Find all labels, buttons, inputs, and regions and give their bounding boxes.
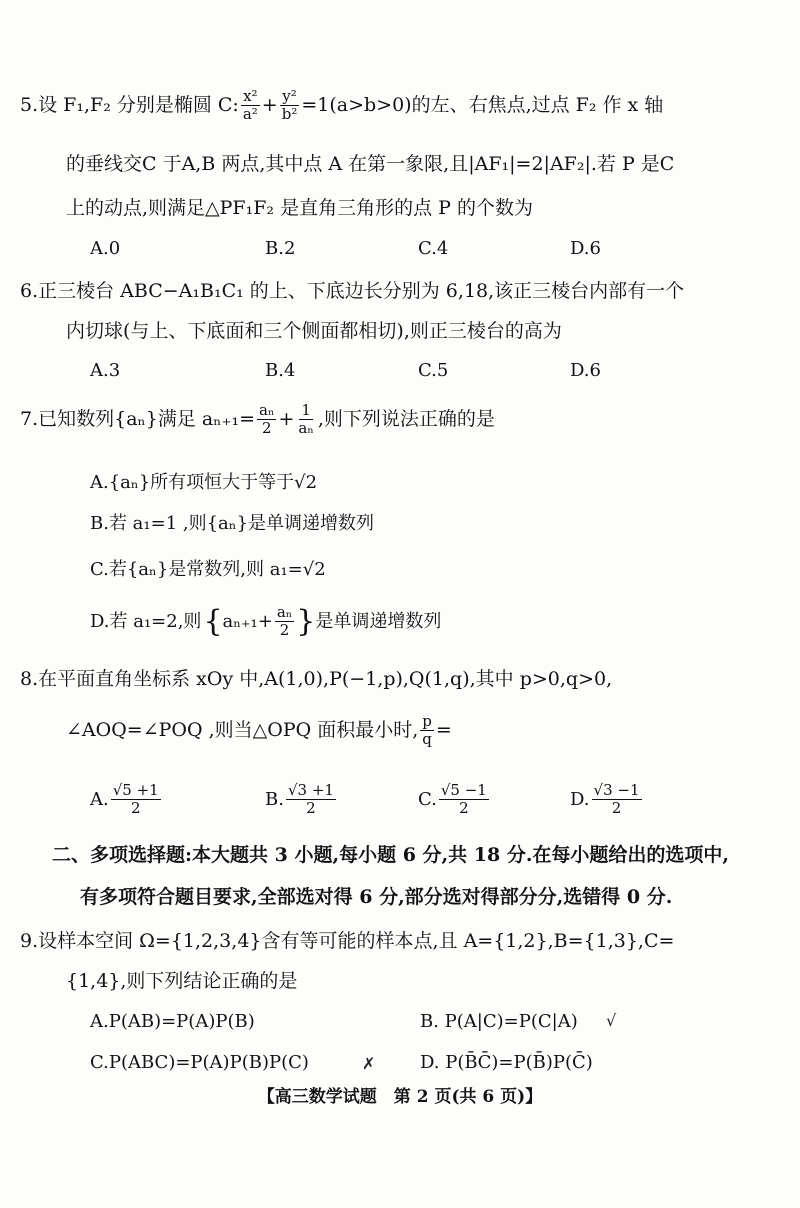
- q5-line1: 5.设 F₁,F₂ 分别是椭圆 C: $\frac{\text{x²}}{\text{a²}}$ + $\frac{\text{y²}}{\text{b²}}$ =1(a>b>0)的左、右焦点,过点 F₂ 作 x 轴: [20, 87, 664, 124]
- q5-option-c: C.4: [418, 238, 449, 259]
- q8-option-c: C. $\frac{√5 -1}{2}$: [418, 781, 487, 818]
- q7-fraction-d: $\frac{\text{aₙ}}{2}$: [276, 603, 293, 640]
- section-instructions: 有多项符合题目要求,全部选对得 6 分,部分选对得部分分,选错得 0 分.: [80, 886, 673, 908]
- check-mark-icon: √: [606, 1011, 617, 1030]
- q5-line3: 上的动点,则满足△PF₁F₂ 是直角三角形的点 P 的个数为: [66, 197, 533, 219]
- section-heading: 二、多项选择题:本大题共 3 小题,每小题 6 分,共 18 分.在每小题给出的选项中,: [52, 844, 730, 866]
- q6-option-d: D.6: [570, 360, 601, 381]
- q9-option-a: A.P(AB)=P(A)P(B): [90, 1011, 255, 1032]
- q6-option-a: A.3: [90, 360, 121, 381]
- q7-line1: 7.已知数列{aₙ}满足 aₙ₊₁= $\frac{\text{aₙ}}{2}$ + $\frac{1}{\text{aₙ}}$ ,则下列说法正确的是: [20, 401, 495, 438]
- q8-fraction-p-over-q: $\frac{p}{q}$: [422, 712, 432, 749]
- page-footer: 【高三数学试题 第 2 页(共 6 页)】: [257, 1087, 543, 1107]
- q8-line1: 8.在平面直角坐标系 xOy 中,A(1,0),P(−1,p),Q(1,q),其中 p>0,q>0,: [20, 668, 613, 690]
- q7-text-b: ,则下列说法正确的是: [317, 408, 495, 431]
- q6-option-b: B.4: [265, 360, 296, 381]
- q5-option-b: B.2: [265, 238, 296, 259]
- q9-option-d: D. P(B̄C̄)=P(B̄)P(C̄): [420, 1052, 593, 1073]
- q9-line2: {1,4},则下列结论正确的是: [66, 970, 298, 992]
- q7-option-b: B.若 a₁=1 ,则{aₙ}是单调递增数列: [90, 513, 375, 534]
- q9-option-b: B. P(A|C)=P(C|A): [420, 1011, 578, 1032]
- q8-option-a: A. $\frac{√5 +1}{2}$: [90, 781, 159, 818]
- right-brace: }: [296, 603, 316, 639]
- q7-fraction-1-over-an: $\frac{1}{\text{aₙ}}$: [298, 401, 314, 438]
- q8-option-d: D. $\frac{√3 -1}{2}$: [570, 781, 640, 818]
- q5-text-b: =1(a>b>0)的左、右焦点,过点 F₂ 作 x 轴: [301, 94, 664, 117]
- q8-option-b: B. $\frac{√3 +1}{2}$: [265, 781, 334, 818]
- q7-option-c: C.若{aₙ}是常数列,则 a₁=√2: [90, 559, 326, 580]
- q6-line2: 内切球(与上、下底面和三个侧面都相切),则正三棱台的高为: [66, 320, 562, 342]
- q5-option-d: D.6: [570, 238, 601, 259]
- q7-option-a: A.{aₙ}所有项恒大于等于√2: [90, 472, 318, 493]
- q5-fraction-x: $\frac{\text{x²}}{\text{a²}}$: [242, 87, 258, 124]
- q6-line1: 6.正三棱台 ABC−A₁B₁C₁ 的上、下底边长分别为 6,18,该正三棱台内部有一个: [20, 280, 685, 302]
- q5-text-a: 5.设 F₁,F₂ 分别是椭圆 C:: [20, 94, 239, 117]
- q5-fraction-y: $\frac{\text{y²}}{\text{b²}}$: [281, 87, 298, 124]
- q5-line2: 的垂线交C 于A,B 两点,其中点 A 在第一象限,且|AF₁|=2|AF₂|.若 P 是C: [66, 153, 675, 175]
- q5-option-a: A.0: [90, 238, 121, 259]
- left-brace: {: [203, 603, 223, 639]
- q9-option-c: C.P(ABC)=P(A)P(B)P(C): [90, 1052, 309, 1073]
- q7-text-a: 7.已知数列{aₙ}满足 aₙ₊₁=: [20, 408, 256, 431]
- q9-line1: 9.设样本空间 Ω={1,2,3,4}含有等可能的样本点,且 A={1,2},B={1,3},C=: [20, 930, 675, 952]
- q6-option-c: C.5: [418, 360, 449, 381]
- q7-fraction-an-over-2: $\frac{\text{aₙ}}{2}$: [259, 401, 275, 438]
- q8-line2: ∠AOQ=∠POQ ,则当△OPQ 面积最小时, $\frac{p}{q}$ =: [66, 712, 452, 749]
- q7-option-d: D.若 a₁=2,则 { aₙ₊₁+ $\frac{\text{aₙ}}{2}$ } 是单调递增数列: [90, 603, 442, 640]
- cross-mark-icon: ✗: [362, 1054, 376, 1073]
